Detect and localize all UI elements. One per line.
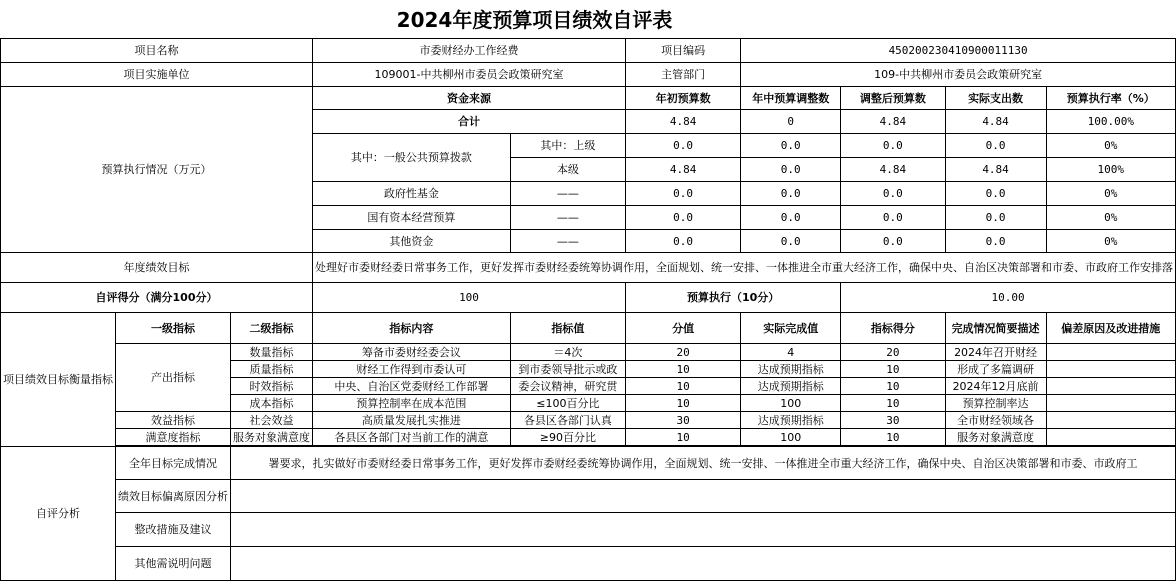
indicator-section-label: 项目绩效目标衡量指标: [1, 313, 116, 447]
indicator-target: ≤100百分比: [510, 395, 625, 412]
header-adjust: 年中预算调整数: [741, 87, 841, 110]
annual-goal-text: 处理好市委财经委日常事务工作，更好发挥市委财经委统筹协调作用，全面规划、统一安排、一体推进全市重大经济工作，确保中央、自治区决策部署和市委、市政府工作安排落: [313, 253, 1176, 283]
indicator-score: 10: [841, 378, 945, 395]
budget-section-label: 预算执行情况（万元）: [1, 87, 313, 253]
header-initial: 年初预算数: [626, 87, 741, 110]
indicator-score: 10: [841, 395, 945, 412]
fund-rate: 0%: [1046, 182, 1175, 206]
header-source: 资金来源: [313, 87, 626, 110]
indicator-target: 委会议精神，研究贯: [510, 378, 625, 395]
unit-label: 项目实施单位: [1, 63, 313, 87]
indicator-desc: 预算控制率达: [945, 395, 1046, 412]
indicator-level2: 时效指标: [231, 378, 313, 395]
indicator-score: 20: [841, 344, 945, 361]
completion-label: 全年目标完成情况: [116, 447, 231, 480]
indicator-level2: 服务对象满意度: [231, 429, 313, 446]
header-reason: 偏差原因及改进措施: [1046, 313, 1175, 344]
other-funds-actual: 0.0: [945, 230, 1046, 253]
indicator-actual: 100: [741, 395, 841, 412]
general-budget-label: 其中：一般公共预算拨款: [313, 134, 511, 182]
fund-adjusted: 0.0: [841, 182, 945, 206]
indicator-header-row: [1, 313, 1176, 344]
rectify-label: 整改措施及建议: [116, 513, 231, 547]
indicator-target: ≥90百分比: [510, 429, 625, 446]
info-row-2: [1, 63, 1176, 87]
deviation-label: 绩效目标偏离原因分析: [116, 480, 231, 513]
indicator-points: 20: [626, 344, 741, 361]
completion-row: [1, 447, 1176, 480]
budget-exec-value: 10.00: [841, 283, 1176, 313]
header-actual-value: 实际完成值: [741, 313, 841, 344]
indicator-desc: 2024年召开财经: [945, 344, 1046, 361]
indicator-reason: [1046, 412, 1175, 429]
other-funds-rate: 0%: [1046, 230, 1175, 253]
indicator-row: [1, 412, 1176, 429]
fund-adjust: 0.0: [741, 182, 841, 206]
completion-text: 署要求，扎实做好市委财经委日常事务工作，更好发挥市委财经委统筹协调作用，全面规划、统一安排、一体推进全市重大经济工作，确保中央、自治区决策部署和市委、市政府工: [231, 447, 1176, 480]
indicator-level2: 成本指标: [231, 395, 313, 412]
upper-actual: 0.0: [945, 134, 1046, 158]
indicator-actual: 100: [741, 429, 841, 446]
project-code: 450200230410900011130: [741, 39, 1176, 63]
indicator-points: 30: [626, 412, 741, 429]
local-label: 本级: [510, 158, 625, 182]
state-capital-actual: 0.0: [945, 206, 1046, 230]
upper-label: 其中：上级: [510, 134, 625, 158]
indicator-row: [1, 344, 1176, 361]
indicator-actual: 达成预期指标: [741, 378, 841, 395]
other-funds-dash: ——: [510, 230, 625, 253]
local-adjust: 0.0: [741, 158, 841, 182]
annual-goal-row: [1, 253, 1176, 283]
indicator-desc: 服务对象满意度: [945, 429, 1046, 446]
evaluation-table: [0, 38, 1176, 581]
implementing-unit: 109001-中共柳州市委员会政策研究室: [313, 63, 626, 87]
indicator-desc: 2024年12月底前: [945, 378, 1046, 395]
indicator-reason: [1046, 395, 1175, 412]
indicator-reason: [1046, 429, 1175, 446]
indicator-points: 10: [626, 361, 741, 378]
indicator-actual: 4: [741, 344, 841, 361]
project-code-label: 项目编码: [626, 39, 741, 63]
indicator-score: 30: [841, 412, 945, 429]
upper-rate: 0%: [1046, 134, 1175, 158]
rectify-row: [1, 513, 1176, 547]
total-rate: 100.00%: [1046, 110, 1175, 134]
project-name-label: 项目名称: [1, 39, 313, 63]
local-actual: 4.84: [945, 158, 1046, 182]
fund-dash: ——: [510, 182, 625, 206]
indicator-level2: 社会效益: [231, 412, 313, 429]
other-funds-adjust: 0.0: [741, 230, 841, 253]
indicator-desc: 形成了多篇调研: [945, 361, 1046, 378]
indicator-content: 中央、自治区党委财经工作部署: [313, 378, 511, 395]
indicator-points: 10: [626, 429, 741, 446]
other-funds-adjusted: 0.0: [841, 230, 945, 253]
header-desc: 完成情况简要描述: [945, 313, 1046, 344]
rectify-text: [231, 513, 1176, 547]
local-rate: 100%: [1046, 158, 1175, 182]
deviation-text: [231, 480, 1176, 513]
fund-label: 政府性基金: [313, 182, 511, 206]
indicator-score: 10: [841, 429, 945, 446]
annual-goal-label: 年度绩效目标: [1, 253, 313, 283]
header-level1: 一级指标: [116, 313, 231, 344]
indicator-reason: [1046, 378, 1175, 395]
indicator-level2: 数量指标: [231, 344, 313, 361]
fund-initial: 0.0: [626, 182, 741, 206]
header-points: 分值: [626, 313, 741, 344]
other-issues-label: 其他需说明问题: [116, 547, 231, 581]
header-actual: 实际支出数: [945, 87, 1046, 110]
satisfaction-indicator-label: 满意度指标: [116, 429, 231, 446]
header-adjusted: 调整后预算数: [841, 87, 945, 110]
state-capital-adjusted: 0.0: [841, 206, 945, 230]
other-funds-initial: 0.0: [626, 230, 741, 253]
state-capital-dash: ——: [510, 206, 625, 230]
total-initial: 4.84: [626, 110, 741, 134]
header-rate: 预算执行率（%）: [1046, 87, 1175, 110]
project-name: 市委财经办工作经费: [313, 39, 626, 63]
total-adjusted: 4.84: [841, 110, 945, 134]
supervising-dept: 109-中共柳州市委员会政策研究室: [741, 63, 1176, 87]
state-capital-adjust: 0.0: [741, 206, 841, 230]
budget-exec-label: 预算执行（10分）: [626, 283, 841, 313]
indicator-content: 高质量发展扎实推进: [313, 412, 511, 429]
local-adjusted: 4.84: [841, 158, 945, 182]
score-row: [1, 283, 1176, 313]
self-eval-label: 自评分析: [1, 447, 116, 581]
header-target: 指标值: [510, 313, 625, 344]
indicator-level2: 质量指标: [231, 361, 313, 378]
self-score-label: 自评得分（满分100分）: [1, 283, 313, 313]
total-adjust: 0: [741, 110, 841, 134]
dept-label: 主管部门: [626, 63, 741, 87]
state-capital-label: 国有资本经营预算: [313, 206, 511, 230]
benefit-indicator-label: 效益指标: [116, 412, 231, 429]
total-label: 合计: [313, 110, 626, 134]
header-content: 指标内容: [313, 313, 511, 344]
indicator-points: 10: [626, 378, 741, 395]
indicator-reason: [1046, 344, 1175, 361]
total-actual: 4.84: [945, 110, 1046, 134]
indicator-content: 各县区各部门对当前工作的满意: [313, 429, 511, 446]
indicator-desc: 全市财经领域各: [945, 412, 1046, 429]
upper-adjusted: 0.0: [841, 134, 945, 158]
other-row: [1, 547, 1176, 581]
indicator-content: 筹备市委财经委会议: [313, 344, 511, 361]
local-initial: 4.84: [626, 158, 741, 182]
indicator-points: 10: [626, 395, 741, 412]
page-title: 2024年度预算项目绩效自评表: [396, 8, 673, 32]
indicator-content: 财经工作得到市委认可: [313, 361, 511, 378]
self-score-value: 100: [313, 283, 626, 313]
info-row-1: [1, 39, 1176, 63]
indicator-target: 到市委领导批示或政: [510, 361, 625, 378]
indicator-reason: [1046, 361, 1175, 378]
indicator-score: 10: [841, 361, 945, 378]
header-score: 指标得分: [841, 313, 945, 344]
other-issues-text: [231, 547, 1176, 581]
header-level2: 二级指标: [231, 313, 313, 344]
other-funds-label: 其他资金: [313, 230, 511, 253]
indicator-target: 各县区各部门认真: [510, 412, 625, 429]
indicator-target: ＝4次: [510, 344, 625, 361]
indicator-row: [1, 429, 1176, 446]
budget-header-row: [1, 87, 1176, 110]
indicator-content: 预算控制率在成本范围: [313, 395, 511, 412]
state-capital-rate: 0%: [1046, 206, 1175, 230]
output-indicator-label: 产出指标: [116, 344, 231, 412]
fund-actual: 0.0: [945, 182, 1046, 206]
state-capital-initial: 0.0: [626, 206, 741, 230]
indicator-actual: 达成预期指标: [741, 361, 841, 378]
upper-initial: 0.0: [626, 134, 741, 158]
deviation-row: [1, 480, 1176, 513]
upper-adjust: 0.0: [741, 134, 841, 158]
indicator-actual: 达成预期指标: [741, 412, 841, 429]
